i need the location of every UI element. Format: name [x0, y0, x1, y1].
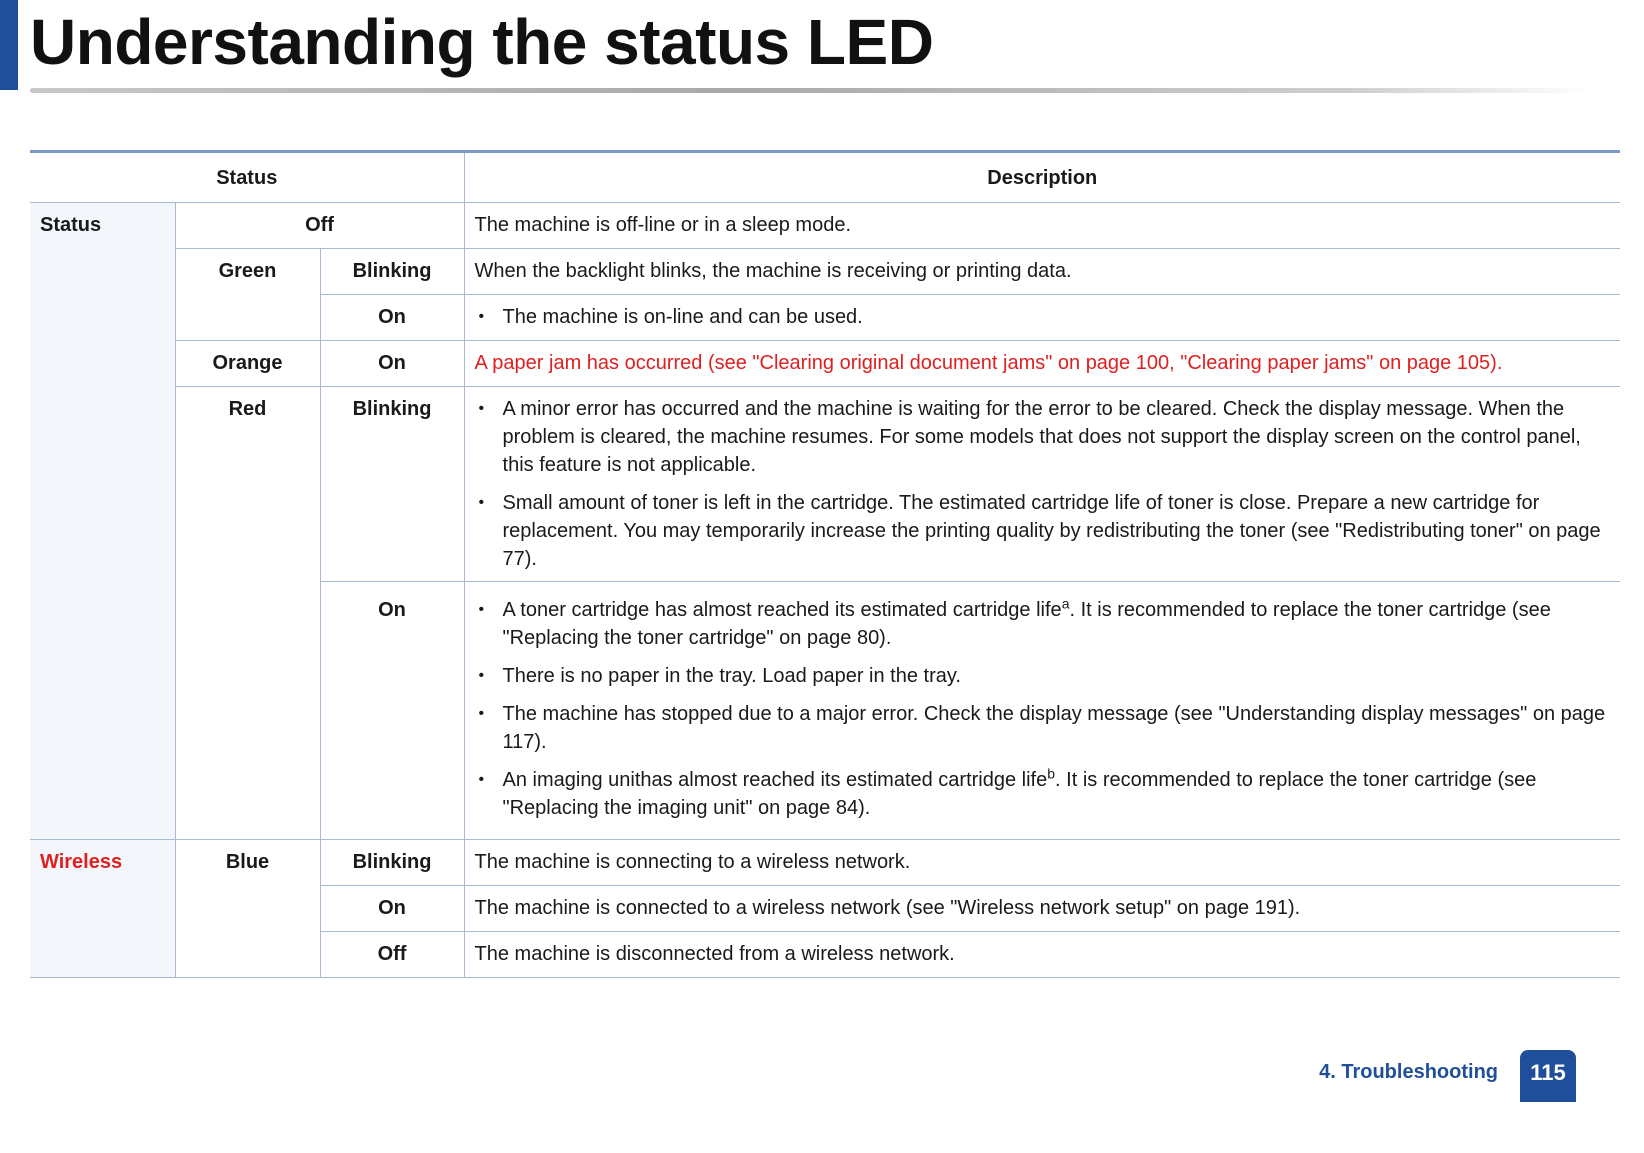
state-cell: On	[320, 341, 464, 387]
bullet-item: • The machine is on-line and can be used.	[475, 303, 1609, 331]
footnote-marker: b	[1047, 765, 1056, 782]
bullet-list	[475, 596, 1609, 822]
description-cell: The machine is off-line or in a sleep mode.	[464, 203, 1620, 249]
bullet-item: • There is no paper in the tray. Load paper in the tray.	[475, 662, 1609, 690]
description-cell: The machine is disconnected from a wireless network.	[464, 932, 1620, 978]
state-cell: On	[320, 295, 464, 341]
status-led-table	[30, 150, 1620, 978]
state-cell: Off	[175, 203, 464, 249]
state-cell: Off	[320, 932, 464, 978]
bullet-list	[475, 303, 1609, 331]
footer-chapter-label: 4. Troubleshooting	[1319, 1061, 1498, 1083]
bullet-item: • A minor error has occurred and the machine is waiting for the error to be cleared. Check the display message. When the problem is cleared, the machine resumes. For some models that does not support the display screen on the control panel, this feature is not applicable.	[475, 395, 1609, 479]
description-cell: A paper jam has occurred (see "Clearing original document jams" on page 100, "Clearing paper jams" on page 105).	[464, 341, 1620, 387]
state-cell: Blinking	[320, 387, 464, 582]
state-cell: Blinking	[320, 249, 464, 295]
color-cell: Blue	[175, 840, 320, 978]
bullet-item: • Small amount of toner is left in the cartridge. The estimated cartridge life of toner is close. Prepare a new cartridge for replacement. You may temporarily increase the printing quality by redistributing the toner (see "Redistributing toner" on page 77).	[475, 489, 1609, 573]
table-row	[30, 341, 1620, 387]
table-header-row	[30, 152, 1620, 203]
table-row	[30, 249, 1620, 295]
description-cell	[464, 387, 1620, 582]
table-row	[30, 203, 1620, 249]
state-cell: On	[320, 582, 464, 840]
footnote-marker: a	[1061, 595, 1070, 612]
table-row	[30, 840, 1620, 886]
description-cell	[464, 295, 1620, 341]
header-status: Status	[30, 152, 464, 203]
description-cell: The machine is connected to a wireless network (see "Wireless network setup" on page 191).	[464, 886, 1620, 932]
header-description: Description	[464, 152, 1620, 203]
category-status: Status	[30, 203, 175, 840]
title-underline	[30, 88, 1590, 93]
color-cell: Orange	[175, 341, 320, 387]
bullet-text: An imaging unithas almost reached its estimated cartridge life	[502, 769, 1048, 791]
bullet-item: • The machine has stopped due to a major error. Check the display message (see "Understanding display messages" on page 117).	[475, 700, 1609, 756]
bullet-text: . It is recommended to replace the toner cartridge (see "Replacing the toner cartridge" on page 80).	[502, 599, 1551, 649]
color-cell: Green	[175, 249, 320, 341]
description-cell	[464, 582, 1620, 840]
bullet-text: . It is recommended to replace the toner cartridge (see "Replacing the imaging unit" on page 84).	[502, 769, 1537, 819]
state-cell: Blinking	[320, 840, 464, 886]
category-wireless: Wireless	[30, 840, 175, 978]
left-accent-bar	[0, 0, 18, 90]
color-cell: Red	[175, 387, 320, 840]
description-cell: When the backlight blinks, the machine is receiving or printing data.	[464, 249, 1620, 295]
table-row	[30, 387, 1620, 582]
description-cell: The machine is connecting to a wireless network.	[464, 840, 1620, 886]
bullet-item	[475, 596, 1609, 652]
page-number-badge: 115	[1520, 1050, 1576, 1102]
bullet-item	[475, 766, 1609, 822]
state-cell: On	[320, 886, 464, 932]
bullet-list	[475, 395, 1609, 573]
bullet-text: A toner cartridge has almost reached its estimated cartridge life	[502, 599, 1062, 621]
page-title: Understanding the status LED	[30, 6, 934, 78]
